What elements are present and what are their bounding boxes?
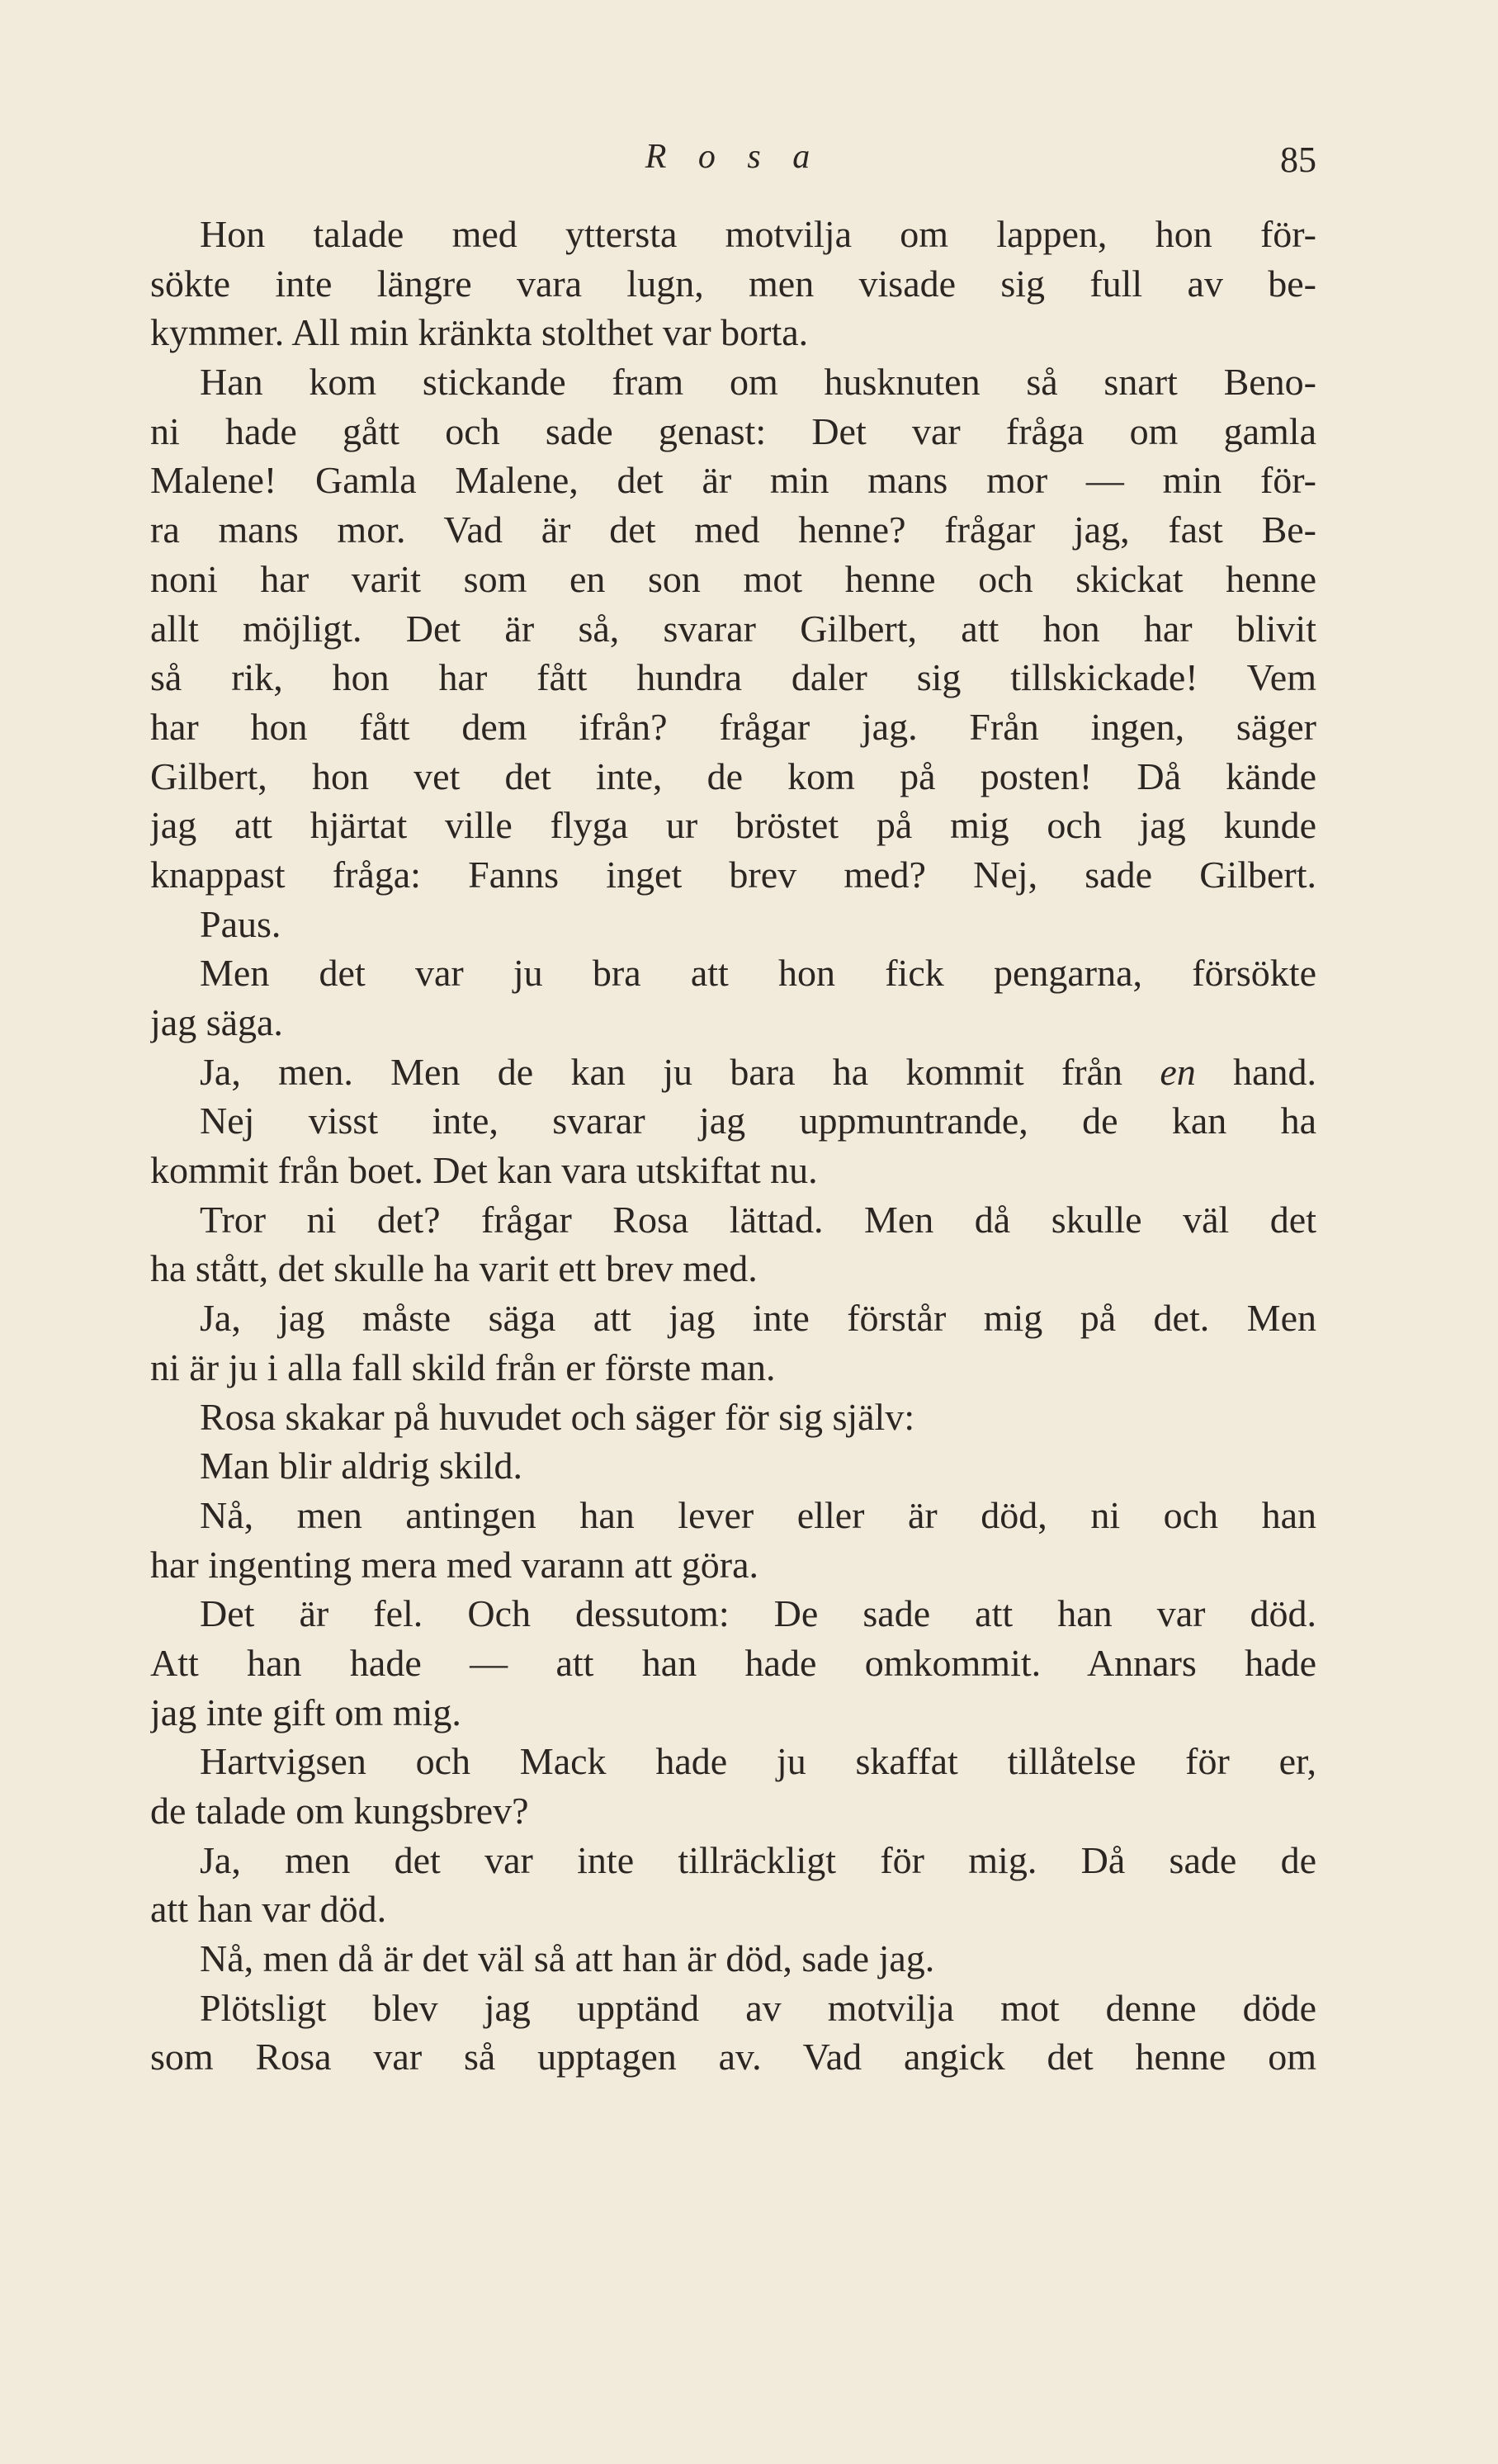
text-line: så rik, hon har fått hundra daler sig tillskickade! Vem — [150, 656, 1316, 699]
text-line: Plötsligt blev jag upptänd av motvilja mot denne döde — [200, 1986, 1316, 2029]
text-line: de talade om kungsbrev? — [150, 1790, 529, 1832]
text-line: Ja, men. Men de kan ju bara ha kommit från en hand. — [200, 1050, 1316, 1093]
text-line: Men det var ju bra att hon fick pengarna, försökte — [200, 952, 1316, 995]
text-line: Nej visst inte, svarar jag uppmuntrande, de kan ha — [200, 1100, 1316, 1142]
text-line: noni har varit som en son mot henne och skickat henne — [150, 557, 1316, 600]
text-line: Man blir aldrig skild. — [200, 1445, 522, 1487]
text-line: att han var död. — [150, 1888, 387, 1931]
text-line: kymmer. All min kränkta stolthet var borta. — [150, 311, 809, 354]
text-line: Ja, men det var inte tillräckligt för mig. Då sade de — [200, 1838, 1316, 1881]
text-line: allt möjligt. Det är så, svarar Gilbert, att hon har blivit — [150, 607, 1316, 650]
emphasis: en — [1160, 1050, 1196, 1093]
text-line: har hon fått dem ifrån? frågar jag. Från ingen, säger — [150, 705, 1316, 748]
text-line: kommit från boet. Det kan vara utskiftat nu. — [150, 1149, 818, 1192]
text-line: sökte inte längre vara lugn, men visade sig full av be- — [150, 262, 1316, 305]
text-line: Malene! Gamla Malene, det är min mans mor — min för- — [150, 459, 1316, 502]
text-line: Att han hade — att han hade omkommit. Annars hade — [150, 1641, 1316, 1684]
text-line: Det är fel. Och dessutom: De sade att han var död. — [200, 1592, 1316, 1635]
text-line: Han kom stickande fram om husknuten så snart Beno- — [200, 361, 1316, 404]
text-line: jag inte gift om mig. — [150, 1691, 461, 1733]
text-line: Hon talade med yttersta motvilja om lappen, hon för- — [200, 213, 1316, 255]
running-title: R o s a — [645, 138, 822, 176]
text-line: Paus. — [200, 902, 281, 945]
text-line: Nå, men då är det väl så att han är död, sade jag. — [200, 1937, 935, 1980]
text-line: ra mans mor. Vad är det med henne? frågar jag, fast Be- — [150, 508, 1316, 551]
text-line: Hartvigsen och Mack hade ju skaffat tillåtelse för er, — [200, 1740, 1316, 1783]
text-line: Nå, men antingen han lever eller är död, ni och han — [200, 1493, 1316, 1536]
text-line: ni är ju i alla fall skild från er förste man. — [150, 1346, 776, 1388]
text-line: Ja, jag måste säga att jag inte förstår mig på det. Men — [200, 1297, 1316, 1340]
text-line: som Rosa var så upptagen av. Vad angick det henne om — [150, 2036, 1316, 2079]
running-head — [150, 132, 1316, 182]
text-line: Tror ni det? frågar Rosa lättad. Men då skulle väl det — [200, 1198, 1316, 1241]
body-text — [150, 210, 1316, 2082]
text-line: Rosa skakar på huvudet och säger för sig själv: — [200, 1395, 915, 1438]
text-line: har ingenting mera med varann att göra. — [150, 1543, 758, 1586]
text-line: ni hade gått och sade genast: Det var fråga om gamla — [150, 409, 1316, 452]
text-line: ha stått, det skulle ha varit ett brev med. — [150, 1247, 758, 1290]
text-line: Gilbert, hon vet det inte, de kom på posten! Då kände — [150, 754, 1316, 797]
text-line: knappast fråga: Fanns inget brev med? Nej, sade Gilbert. — [150, 853, 1316, 896]
text-line: jag säga. — [150, 1001, 283, 1043]
page-number: 85 — [1280, 140, 1316, 180]
text-line: jag att hjärtat ville flyga ur bröstet på mig och jag kunde — [150, 804, 1316, 847]
